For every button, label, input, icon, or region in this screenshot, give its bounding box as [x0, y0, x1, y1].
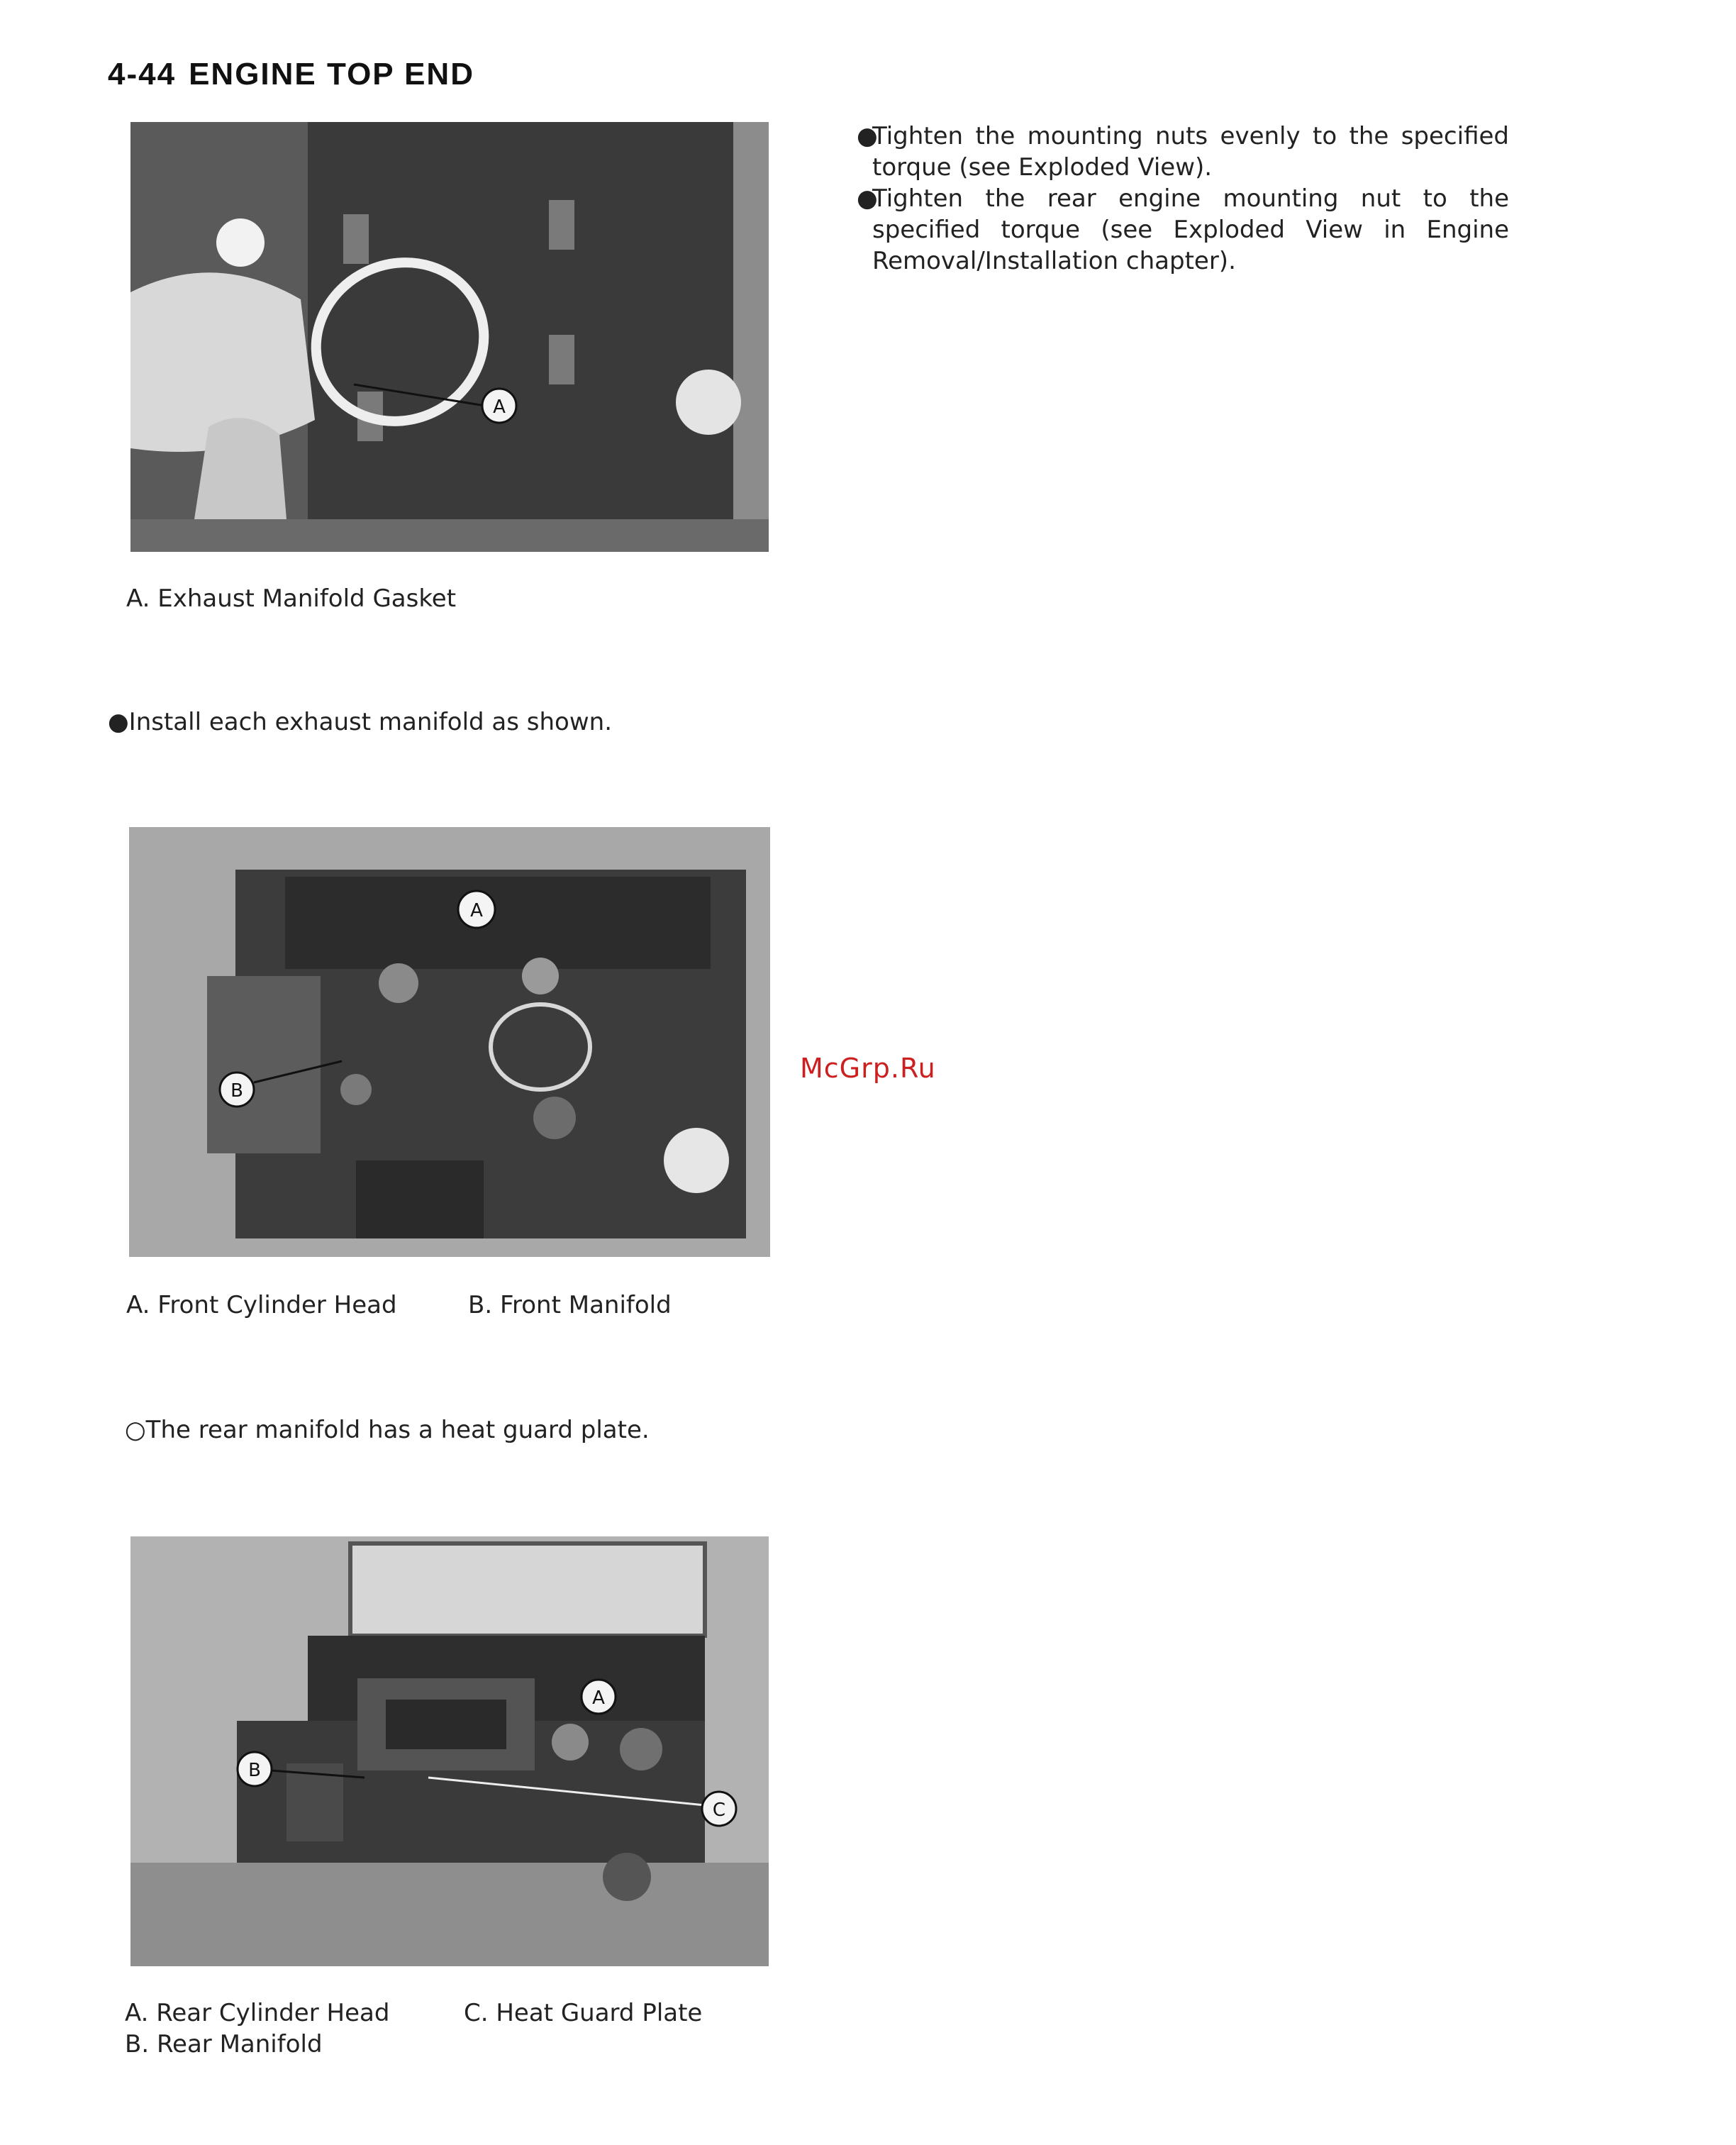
- instruction-text: Tighten the rear engine mounting nut to the specified torque (see Exploded View in Engine Removal/Installation chapter).: [872, 184, 1509, 275]
- watermark: McGrp.Ru: [800, 1053, 936, 1084]
- rear-manifold-photo: [130, 1536, 769, 1966]
- figure3-caption-c: C. Heat Guard Plate: [464, 1999, 703, 2027]
- instruction-item: [857, 183, 1509, 277]
- section-title: ENGINE TOP END: [189, 57, 474, 92]
- figure2-caption-a: A. Front Cylinder Head: [126, 1291, 397, 1319]
- front-manifold-photo: [129, 827, 770, 1257]
- callout-a: A: [493, 397, 506, 418]
- callout-a: A: [470, 900, 483, 921]
- figure3-caption-a: A. Rear Cylinder Head: [125, 1999, 390, 2027]
- callout-a: A: [592, 1687, 605, 1709]
- note-icon: ○: [125, 1416, 146, 1444]
- bullet-icon: ●: [108, 708, 129, 736]
- figure3-caption-b: B. Rear Manifold: [125, 2030, 323, 2058]
- exhaust-manifold-gasket-photo: [130, 122, 769, 552]
- callout-c: C: [712, 1800, 726, 1821]
- right-column-instructions: [857, 121, 1509, 277]
- heat-guard-note: [125, 1414, 650, 1446]
- instruction-item: [857, 121, 1509, 183]
- install-step: [108, 706, 612, 738]
- figure2-caption-b: B. Front Manifold: [468, 1291, 672, 1319]
- callout-b: B: [230, 1080, 243, 1102]
- bullet-icon: ●: [857, 122, 878, 150]
- callout-b: B: [248, 1760, 261, 1781]
- page-number: 4-44: [108, 57, 177, 92]
- figure1-caption: A. Exhaust Manifold Gasket: [126, 584, 457, 613]
- instruction-text: Tighten the mounting nuts evenly to the specified torque (see Exploded View).: [872, 122, 1509, 182]
- note-text: The rear manifold has a heat guard plate.: [145, 1416, 650, 1444]
- step-text: Install each exhaust manifold as shown.: [128, 708, 612, 736]
- bullet-icon: ●: [857, 184, 878, 213]
- page-header: [108, 57, 474, 92]
